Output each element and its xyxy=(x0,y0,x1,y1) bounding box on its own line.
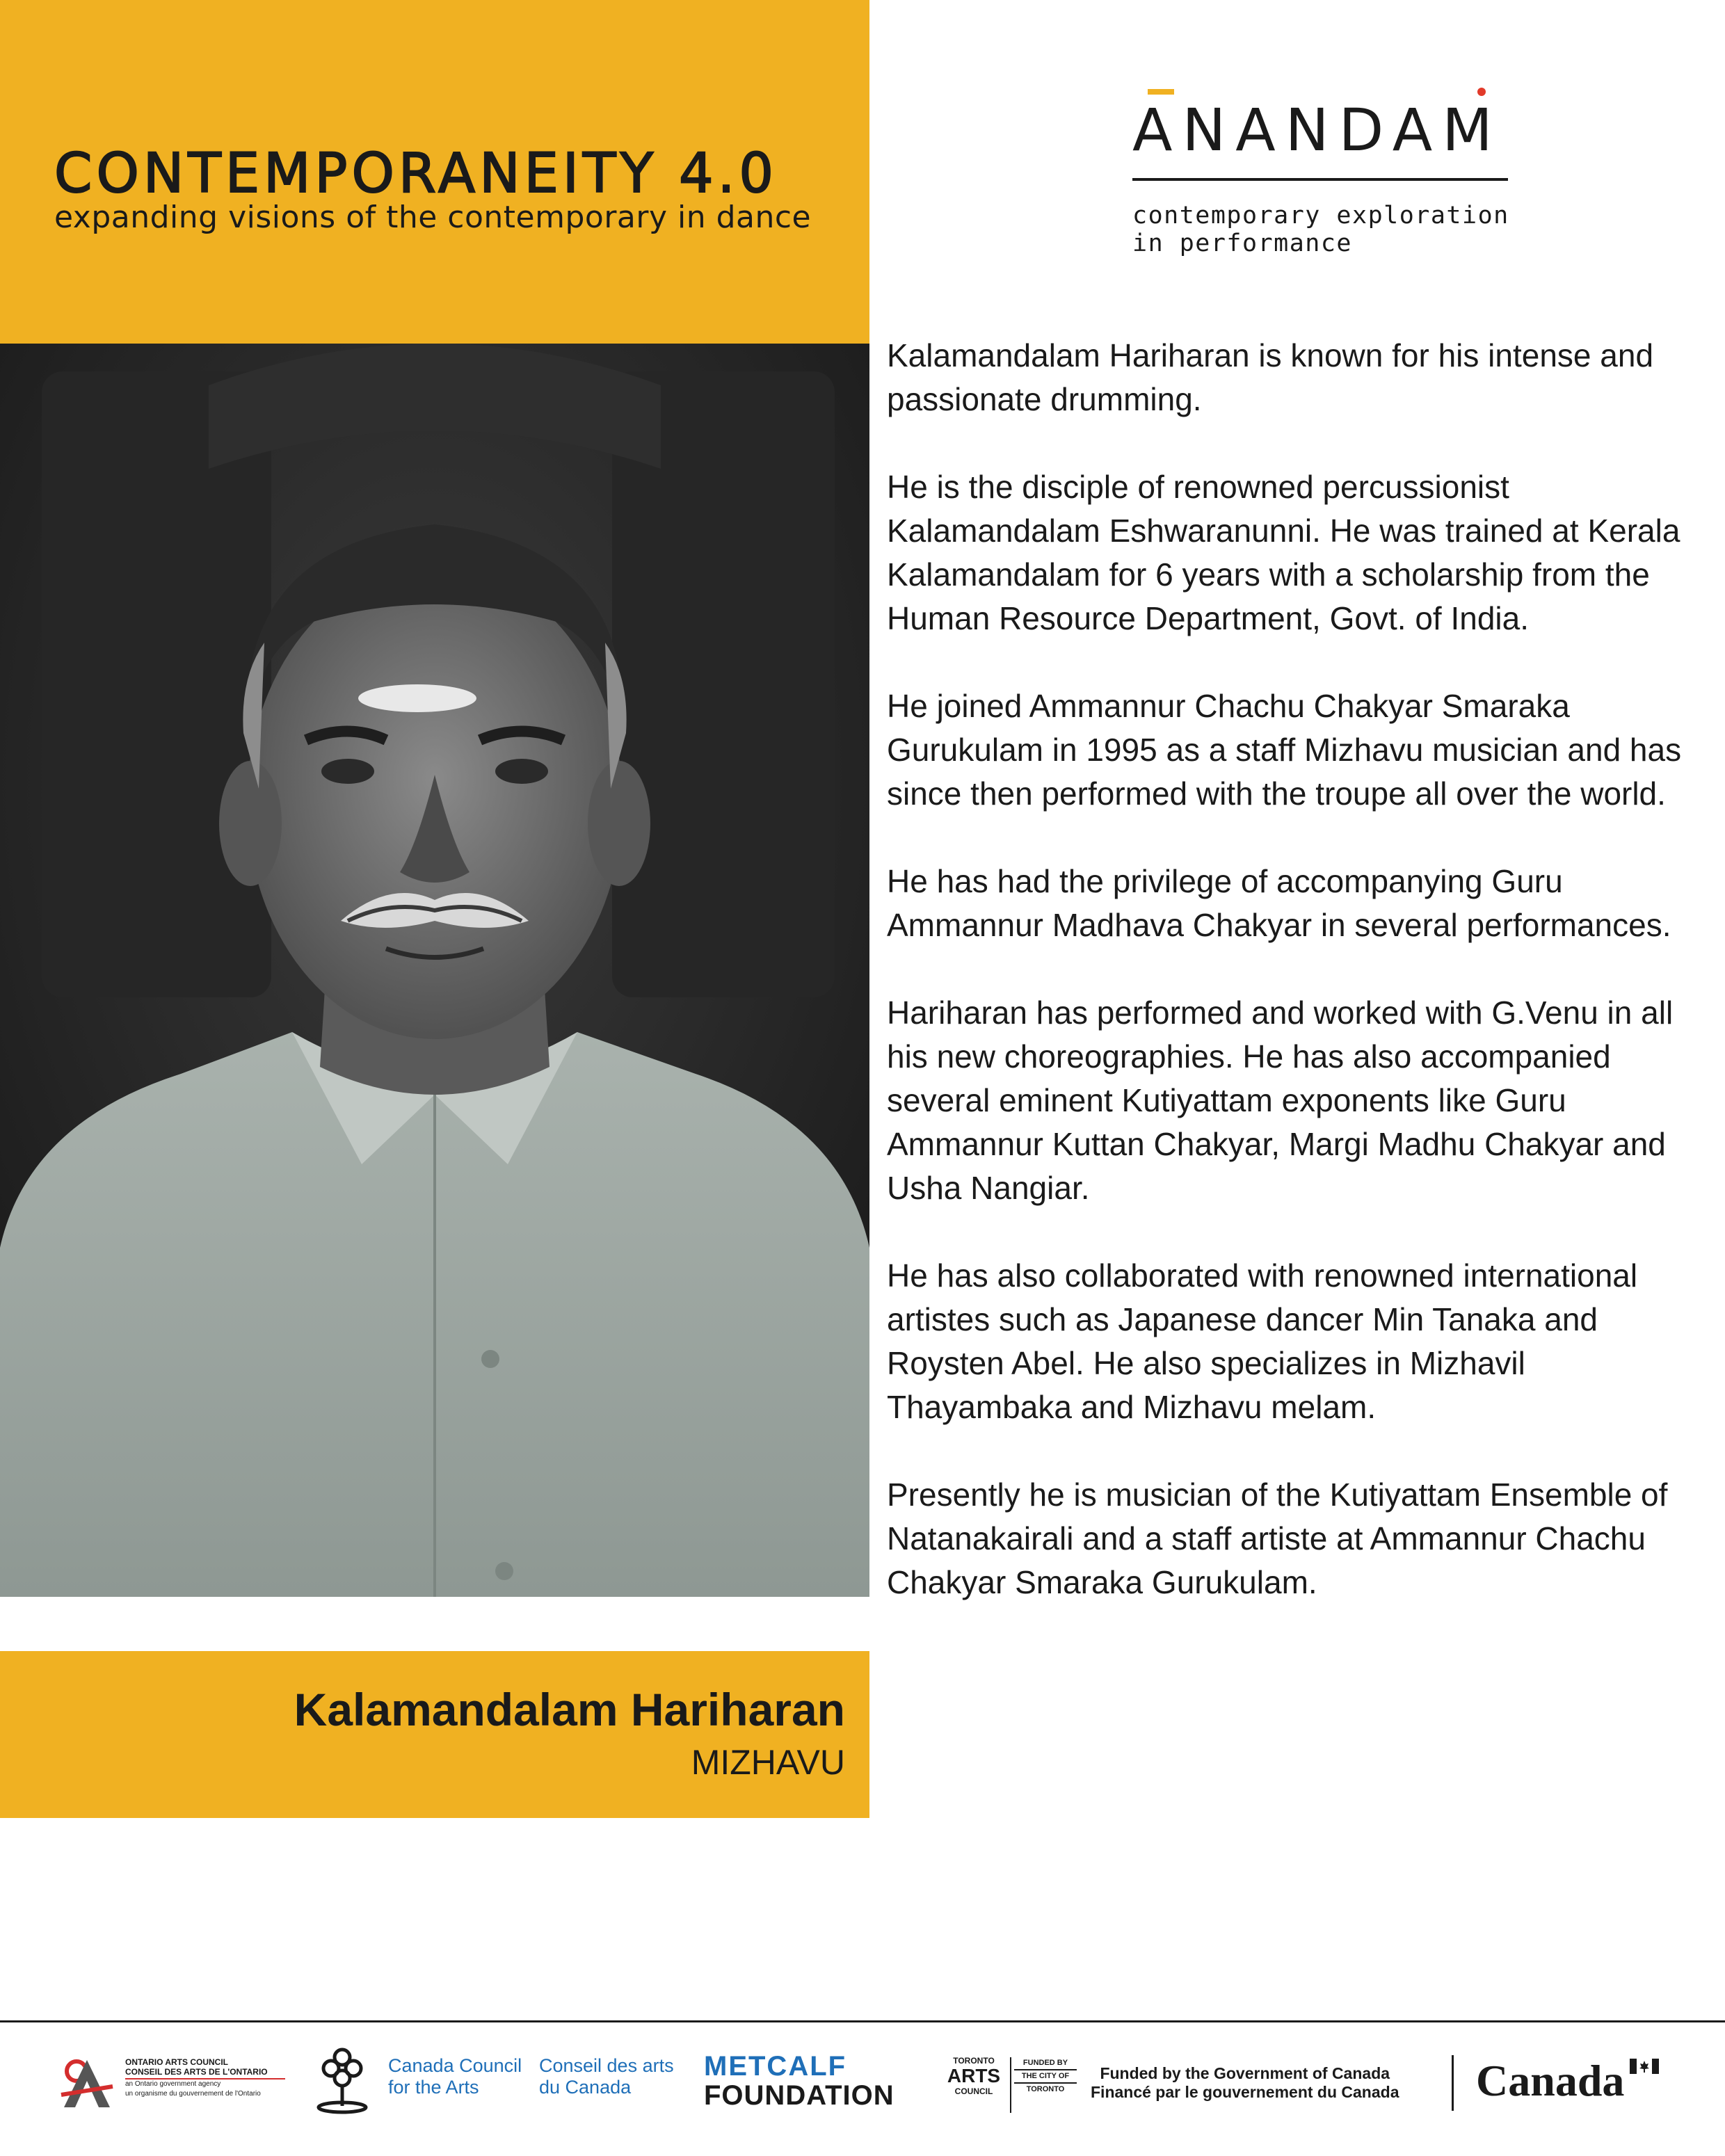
canada-council-name-en: Canada Council for the Arts xyxy=(388,2055,522,2098)
oac-name-fr: CONSEIL DES ARTS DE L'ONTARIO xyxy=(125,2067,268,2077)
bio-paragraph: He has had the privilege of accompanying Guru Ammannur Madhava Chakyar in several performances. xyxy=(887,863,1671,943)
city-line-1: FUNDED BY xyxy=(1014,2057,1077,2070)
anandam-logo: ANANDAM xyxy=(1132,96,1502,164)
anandam-tagline: contemporary exploration in performance xyxy=(1132,202,1509,257)
artist-photo xyxy=(0,344,869,1597)
oac-agency-fr: un organisme du gouvernement de l'Ontario xyxy=(125,2090,261,2098)
metcalf-foundation-logo xyxy=(704,2052,894,2110)
tac-line-3: COUNCIL xyxy=(954,2086,993,2096)
bio-paragraph: Hariharan has performed and worked with G.Venu in all his new choreographies. He has also accompanied several eminent Kutiyattam exponents like Guru Ammannur Kuttan Chakyar, Margi Madhu Chakyar and Usha Nangiar. xyxy=(887,995,1674,1206)
government-of-canada-credit xyxy=(1091,2064,1399,2102)
city-line-3: TORONTO xyxy=(1014,2082,1077,2095)
ontario-arts-council-logo-icon xyxy=(56,2052,118,2114)
metcalf-line-2: FOUNDATION xyxy=(704,2080,894,2111)
city-line-2: THE CITY OF xyxy=(1021,2072,1070,2080)
artist-portrait-illustration xyxy=(0,344,869,1597)
event-title: CONTEMPORANEITY 4.0 xyxy=(54,143,778,205)
tac-line-1: TORONTO xyxy=(953,2056,995,2066)
canada-council-tree-icon xyxy=(314,2045,370,2114)
footer-divider xyxy=(0,2020,1725,2022)
tac-divider xyxy=(1010,2057,1011,2113)
bio-paragraph: He has also collaborated with renowned international artistes such as Japanese dancer Min Tanaka and Roysten Abel. He also specializes in Mizhavil Thayambaka and Mizhavu melam. xyxy=(887,1257,1638,1425)
bio-paragraph: He is the disciple of renowned percussionist Kalamandalam Eshwaranunni. He was trained at Kerala Kalamandalam for 6 years with a scholarship from the Human Resource Department, Govt. of India. xyxy=(887,469,1680,636)
anandam-logo-dot xyxy=(1477,88,1486,96)
city-of-toronto-credit xyxy=(1014,2057,1077,2095)
toronto-arts-council-logo xyxy=(942,2055,1005,2097)
bio-paragraph: He joined Ammannur Chachu Chakyar Smaraka Gurukulam in 1995 as a staff Mizhavu musician and has since then performed with the troupe all over the world. xyxy=(887,688,1682,812)
oac-agency-en: an Ontario government agency xyxy=(125,2080,221,2088)
anandam-logo-rule xyxy=(1132,178,1508,181)
metcalf-line-1: METCALF xyxy=(704,2051,847,2082)
event-subtitle: expanding visions of the contemporary in dance xyxy=(54,200,812,235)
anandam-logo-macron xyxy=(1148,89,1174,95)
gov-credit-en: Funded by the Government of Canada xyxy=(1100,2064,1390,2082)
oac-name-en: ONTARIO ARTS COUNCIL xyxy=(125,2057,228,2067)
oac-divider xyxy=(125,2078,285,2079)
canada-flag-icon xyxy=(1630,2059,1659,2074)
canada-council-name-fr: Conseil des arts du Canada xyxy=(539,2055,674,2098)
artist-role: MIZHAVU xyxy=(691,1743,845,1782)
artist-name: Kalamandalam Hariharan xyxy=(294,1684,845,1735)
gov-divider xyxy=(1452,2055,1454,2111)
gov-credit-fr: Financé par le gouvernement du Canada xyxy=(1091,2083,1399,2101)
bio-paragraph: Kalamandalam Hariharan is known for his intense and passionate drumming. xyxy=(887,337,1654,417)
tac-line-2: ARTS xyxy=(947,2065,1001,2086)
bio-paragraph: Presently he is musician of the Kutiyattam Ensemble of Natanakairali and a staff artiste at Ammannur Chachu Chakyar Smaraka Gurukulam. xyxy=(887,1477,1668,1600)
artist-bio xyxy=(887,334,1715,1648)
canada-wordmark: Canada xyxy=(1476,2056,1625,2105)
